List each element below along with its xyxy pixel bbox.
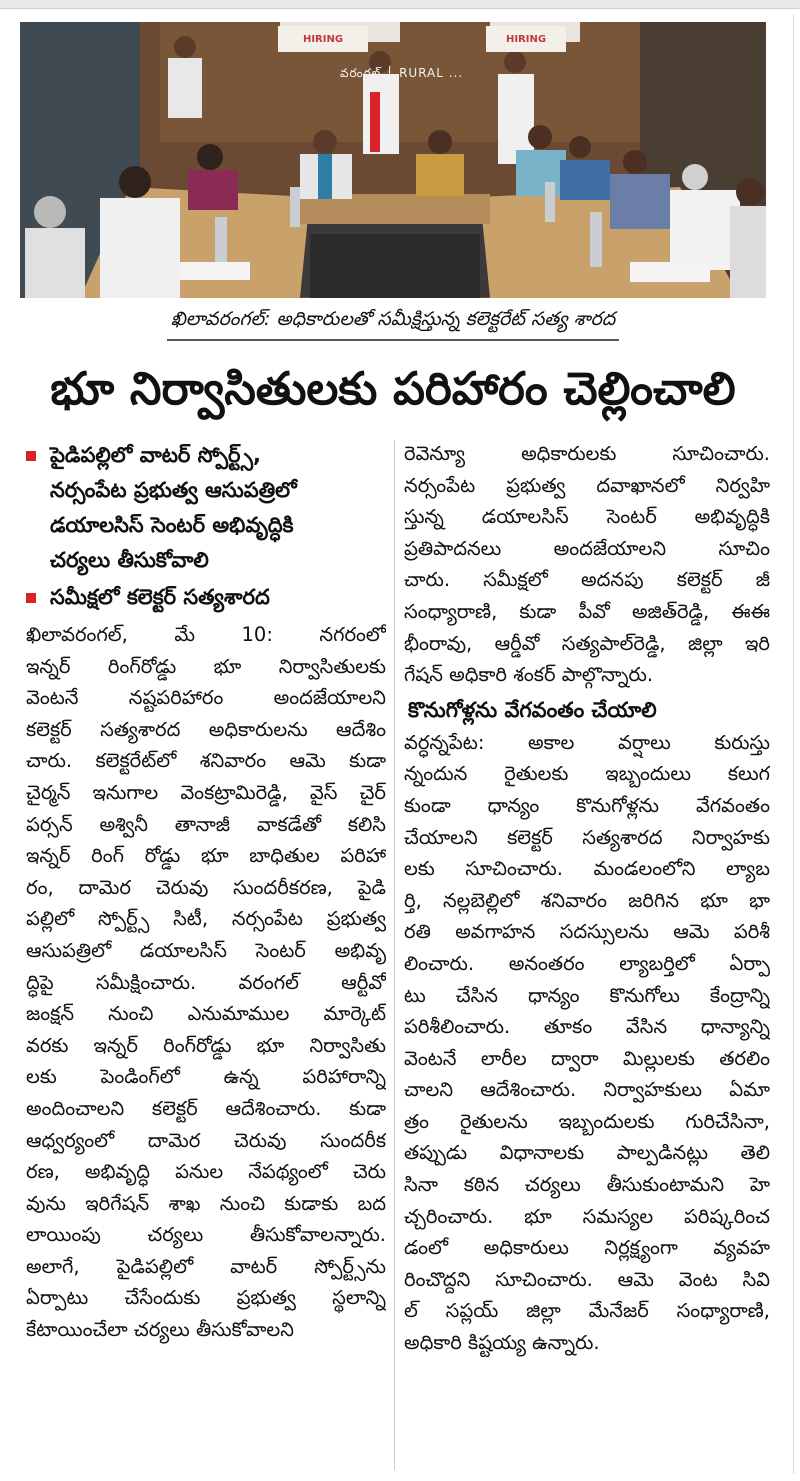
body-line: ఇన్నర్ రింగ్‌రోడ్డు భూ నిర్వాసితులకు xyxy=(26,654,386,678)
body-line: చ్చరించారు. భూ సమస్యల పరిష్కరించ xyxy=(404,1204,770,1228)
meeting-photo-illustration xyxy=(20,22,766,298)
highlight-bullet-1 xyxy=(22,438,386,578)
highlight-line: డయాలసిస్ సెంటర్ అభివృద్ధికి xyxy=(50,513,294,537)
red-square-bullet-icon xyxy=(26,593,36,603)
highlight-line: సమీక్షలో కలెక్టర్ సత్యశారద xyxy=(50,585,270,609)
body-line: లకు సూచించారు. మండలంలోని ల్యాబ xyxy=(404,857,770,881)
body-line: చారు. కలెక్టరేట్‌లో శనివారం ఆమె కుడా xyxy=(26,749,386,773)
body-line: త్రం రైతులను ఇబ్బందులకు గురిచేసినా, xyxy=(404,1109,770,1133)
body-line: ద్ధిపై సమీక్షించారు. వరంగల్ ఆర్టీవో xyxy=(26,970,386,994)
headline: భూ నిర్వాసితులకు పరిహారం చెల్లించాలి xyxy=(50,362,736,415)
body-line: రతి అవగాహన సదస్సులను ఆమె పరిశీ xyxy=(404,920,770,944)
body-line: అందించాలని కలెక్టర్ ఆదేశించారు. కుడా xyxy=(26,1096,386,1120)
body-line: వెంటనే నష్టపరిహారం అందజేయాలని xyxy=(26,686,386,710)
body-line: ఆసుపత్రిలో డయాలసిస్ సెంటర్ అభివృ xyxy=(26,938,386,962)
body-line: ర్తి, నల్లబెల్లిలో శనివారం జరిగిన భూ భా xyxy=(404,888,770,912)
body-line: చాలని ఆదేశించారు. నిర్వాహకులు ఏమా xyxy=(404,1078,770,1102)
body-line: వర్ధన్నపేట: అకాల వర్షాలు కురుస్తు xyxy=(404,730,770,754)
photo-banner-text: వరంగల్ │ RURAL ... xyxy=(340,66,464,80)
body-line: వరకు ఇన్నర్ రింగ్‌రోడ్డు భూ నిర్వాసితు xyxy=(26,1033,386,1057)
body-line: ఇన్నర్ రింగ్ రోడ్డు భూ బాధితుల పరిహా xyxy=(26,844,386,868)
body-line: లాయింపు చర్యలు తీసుకోవాలన్నారు. xyxy=(26,1223,386,1247)
body-line: ఆధ్వర్యంలో దామెర చెరువు సుందరీక xyxy=(26,1128,386,1152)
photo-caption-text: ఖిలావరంగల్: అధికారులతో సమీక్షిస్తున్న కలెక్టరేట్ సత్య శారద xyxy=(167,308,619,341)
subheading: కొనుగోళ్లను వేగవంతం చేయాలి xyxy=(408,697,657,722)
right-article-body-bottom xyxy=(404,727,770,1359)
body-line: తప్పుడు విధానాలకు పాల్పడినట్లు తెలి xyxy=(404,1141,770,1165)
body-line: అలాగే, పైడిపల్లిలో వాటర్ స్పోర్ట్స్‌ను xyxy=(26,1254,386,1278)
body-line: ల్ సప్లయ్ జిల్లా మేనేజర్ సంధ్యారాణి, xyxy=(404,1299,770,1323)
body-line: గేషన్ అధికారి శంకర్ పాల్గొన్నారు. xyxy=(404,663,654,687)
right-border xyxy=(793,14,794,1474)
body-line: పల్లిలో స్పోర్ట్స్ సిటీ, నర్సంపేట ప్రభుత్వ xyxy=(26,907,386,931)
highlight-line: నర్సంపేట ప్రభుత్వ ఆసుపత్రిలో xyxy=(50,478,297,502)
body-line: భీంరావు, ఆర్డీవో సత్యపాల్‌రెడ్డి, జిల్లా ఇరి xyxy=(404,631,770,655)
body-line: నర్సంపేట ప్రభుత్వ దవాఖానలో నిర్వహి xyxy=(404,473,770,497)
body-line: పర్సన్ అశ్వినీ తానాజీ వాకడేతో కలిసి xyxy=(26,812,386,836)
body-line: ఖిలావరంగల్, మే 10: నగరంలో xyxy=(26,623,386,646)
body-line: న్నందున రైతులకు ఇబ్బందులు కలుగ xyxy=(404,762,770,786)
photo-caption xyxy=(20,306,766,342)
left-column xyxy=(22,438,386,1346)
right-article-body-top xyxy=(404,438,770,691)
body-line: కేటాయించేలా చర్యలు తీసుకోవాలని xyxy=(26,1318,294,1342)
body-line: రించొద్దని సూచించారు. ఆమె వెంట సివి xyxy=(404,1267,770,1291)
body-line: రం, దామెర చెరువు సుందరీకరణ, పైడి xyxy=(26,875,386,899)
photo-sign-right: HIRING xyxy=(486,26,566,52)
left-article-body xyxy=(22,619,386,1346)
body-line: ప్రతిపాదనలు అందజేయాలని సూచిం xyxy=(404,536,770,560)
red-square-bullet-icon xyxy=(26,451,36,461)
body-line: డంలో అధికారులు నిర్లక్ష్యంగా వ్యవహ xyxy=(404,1236,770,1260)
highlight-line: చర్యలు తీసుకోవాలి xyxy=(50,548,209,572)
body-line: జంక్షన్ నుంచి ఎనుమాముల మార్కెట్ xyxy=(26,1002,386,1026)
body-line: కుండా ధాన్యం కొనుగోళ్లను వేగవంతం xyxy=(404,793,770,817)
body-line: రణ, అభివృద్ధి పనుల నేపథ్యంలో చెరు xyxy=(26,1160,386,1184)
body-line: లించారు. అనంతరం ల్యాబర్తిలో ఏర్పా xyxy=(404,951,770,975)
body-line: టు చేసిన ధాన్యం కొనుగోలు కేంద్రాన్ని xyxy=(404,983,770,1007)
body-line: సినా కఠిన చర్యలు తీసుకుంటామని హె xyxy=(404,1173,770,1197)
body-line: అధికారి కిష్టయ్య ఉన్నారు. xyxy=(404,1331,600,1355)
body-line: కలెక్టర్ సత్యశారద అధికారులను ఆదేశిం xyxy=(26,717,386,741)
body-line: వెంటనే లారీల ద్వారా మిల్లులకు తరలిం xyxy=(404,1046,770,1070)
body-line: చేయాలని కలెక్టర్ సత్యశారద నిర్వాహకు xyxy=(404,825,770,849)
body-line: చారు. సమీక్షలో అదనపు కలెక్టర్ జీ xyxy=(404,568,770,592)
body-line: లకు పెండింగ్‌లో ఉన్న పరిహారాన్ని xyxy=(26,1065,386,1089)
photo-sign-left: HIRING xyxy=(278,26,368,52)
body-line: స్తున్న డయాలసిస్ సెంటర్ అభివృద్ధికి xyxy=(404,505,770,529)
body-line: రెవెన్యూ అధికారులకు సూచించారు. xyxy=(404,442,770,465)
body-line: పరిశీలించారు. తూకం వేసిన ధాన్యాన్ని xyxy=(404,1015,770,1039)
news-photo xyxy=(20,22,766,298)
body-line: ఏర్పాటు చేసేందుకు ప్రభుత్వ స్థలాన్ని xyxy=(26,1286,386,1310)
column-divider xyxy=(394,440,395,1470)
highlight-line: పైడిపల్లిలో వాటర్ స్పోర్ట్స్, xyxy=(50,443,261,467)
body-line: సంధ్యారాణి, కుడా పీవో అజిత్‌రెడ్డి, ఈఈ xyxy=(404,599,770,623)
body-line: చైర్మన్ ఇనుగాల వెంకట్రామిరెడ్డి, వైస్ చైర్ xyxy=(26,780,386,804)
right-column xyxy=(404,438,770,1359)
highlight-bullet-2 xyxy=(22,580,386,615)
body-line: వును ఇరిగేషన్ శాఖ నుంచి కుడాకు బద xyxy=(26,1191,386,1215)
top-border xyxy=(0,0,800,9)
